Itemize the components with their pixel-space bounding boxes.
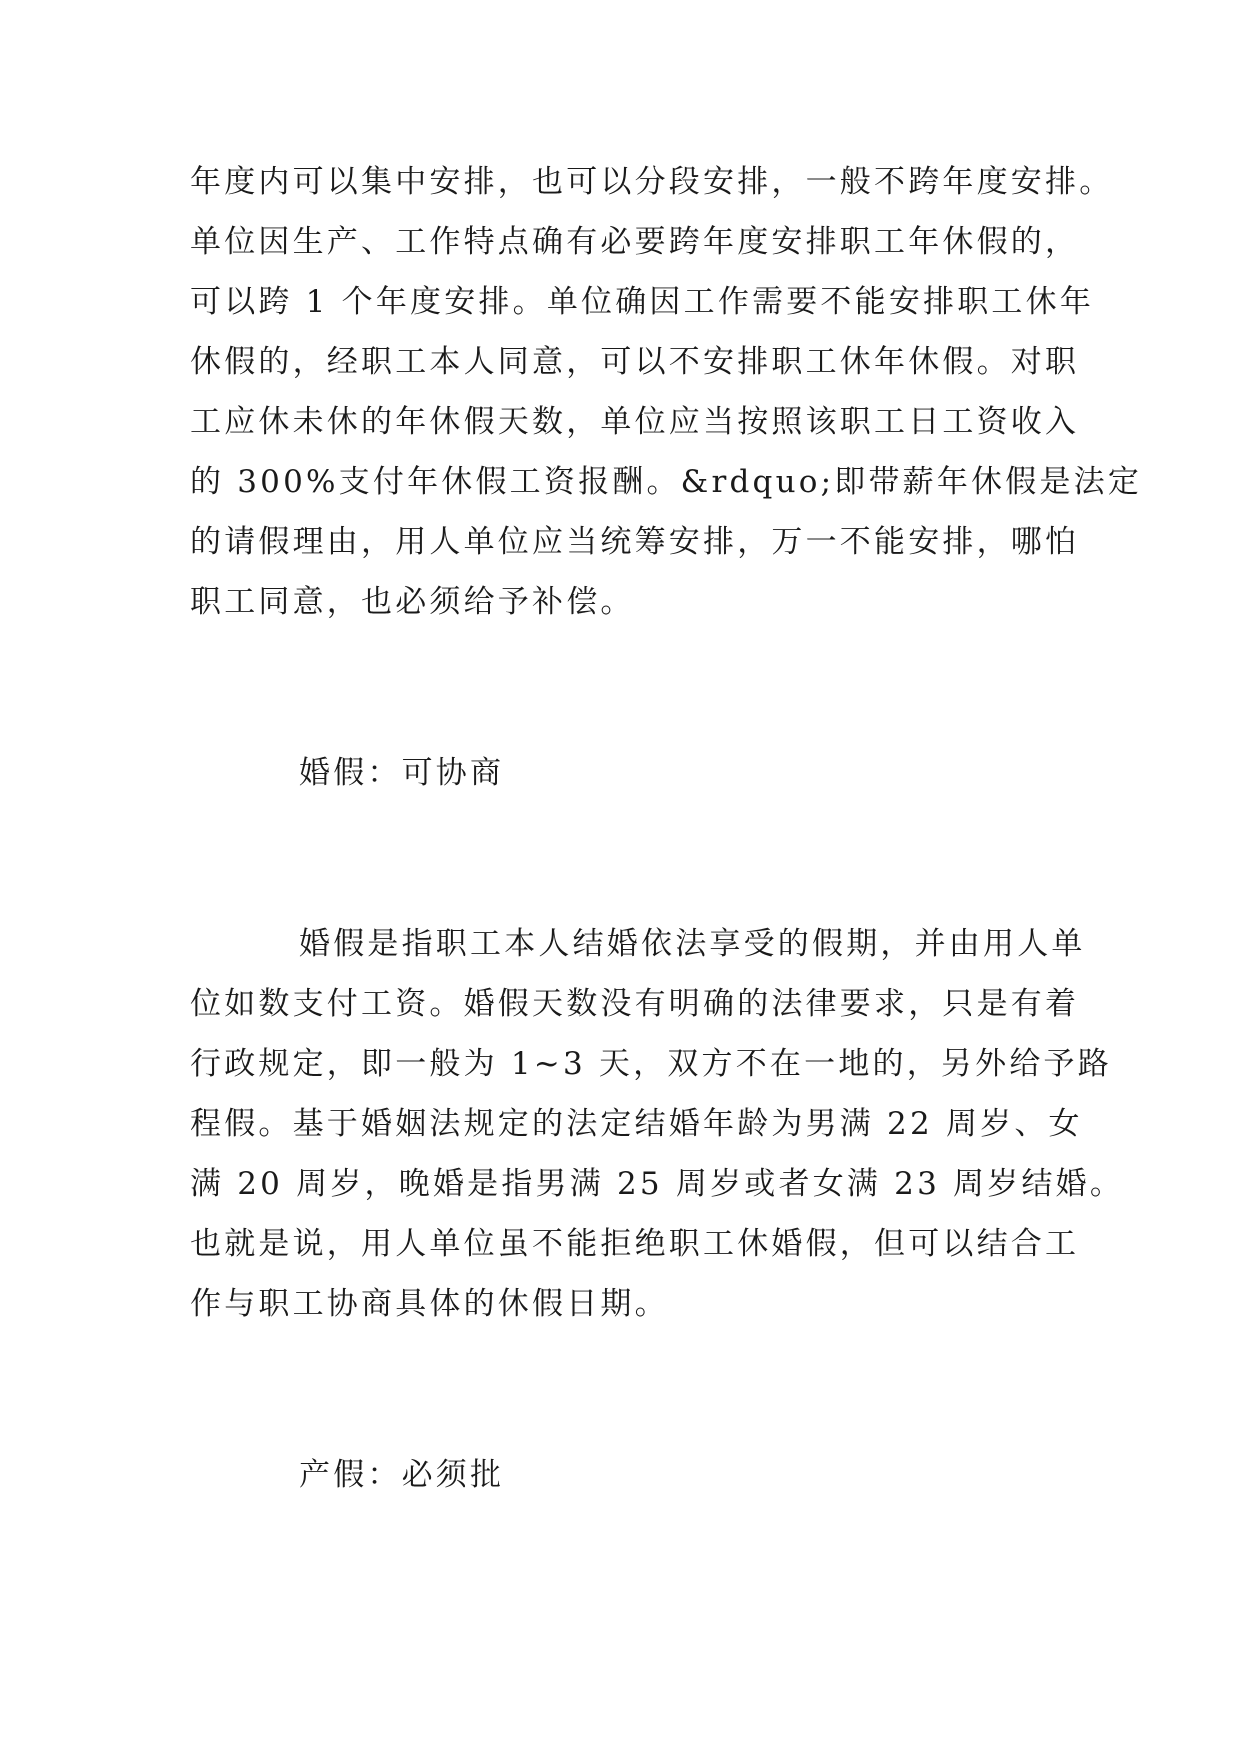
text-line: 行政规定，即一般为 1~3 天，双方不在一地的，另外给予路 [190, 1046, 1112, 1082]
text-line: 休假的，经职工本人同意，可以不安排职工休年休假。对职 [190, 344, 1080, 380]
text-line: 婚假是指职工本人结婚依法享受的假期，并由用人单 [299, 926, 1086, 962]
text-line: 单位因生产、工作特点确有必要跨年度安排职工年休假的， [190, 224, 1080, 260]
text-line: 位如数支付工资。婚假天数没有明确的法律要求，只是有着 [190, 986, 1080, 1022]
text-line: 作与职工协商具体的休假日期。 [190, 1286, 669, 1322]
text-line: 年度内可以集中安排，也可以分段安排，一般不跨年度安排。 [190, 164, 1114, 200]
section-heading-maternity-leave: 产假：必须批 [299, 1457, 505, 1493]
text-line: 的请假理由，用人单位应当统筹安排，万一不能安排，哪怕 [190, 524, 1080, 560]
text-line: 可以跨 1 个年度安排。单位确因工作需要不能安排职工休年 [190, 284, 1095, 320]
section-heading-marriage-leave: 婚假：可协商 [299, 755, 505, 791]
text-line: 也就是说，用人单位虽不能拒绝职工休婚假，但可以结合工 [190, 1226, 1080, 1262]
text-line: 满 20 周岁，晚婚是指男满 25 周岁或者女满 23 周岁结婚。 [190, 1166, 1125, 1202]
text-line: 程假。基于婚姻法规定的法定结婚年龄为男满 22 周岁、女 [190, 1106, 1083, 1142]
text-line: 工应休未休的年休假天数，单位应当按照该职工日工资收入 [190, 404, 1080, 440]
text-line: 的 300%支付年休假工资报酬。&rdquo;即带薪年休假是法定 [190, 464, 1143, 500]
text-line: 职工同意，也必须给予补偿。 [190, 584, 635, 620]
